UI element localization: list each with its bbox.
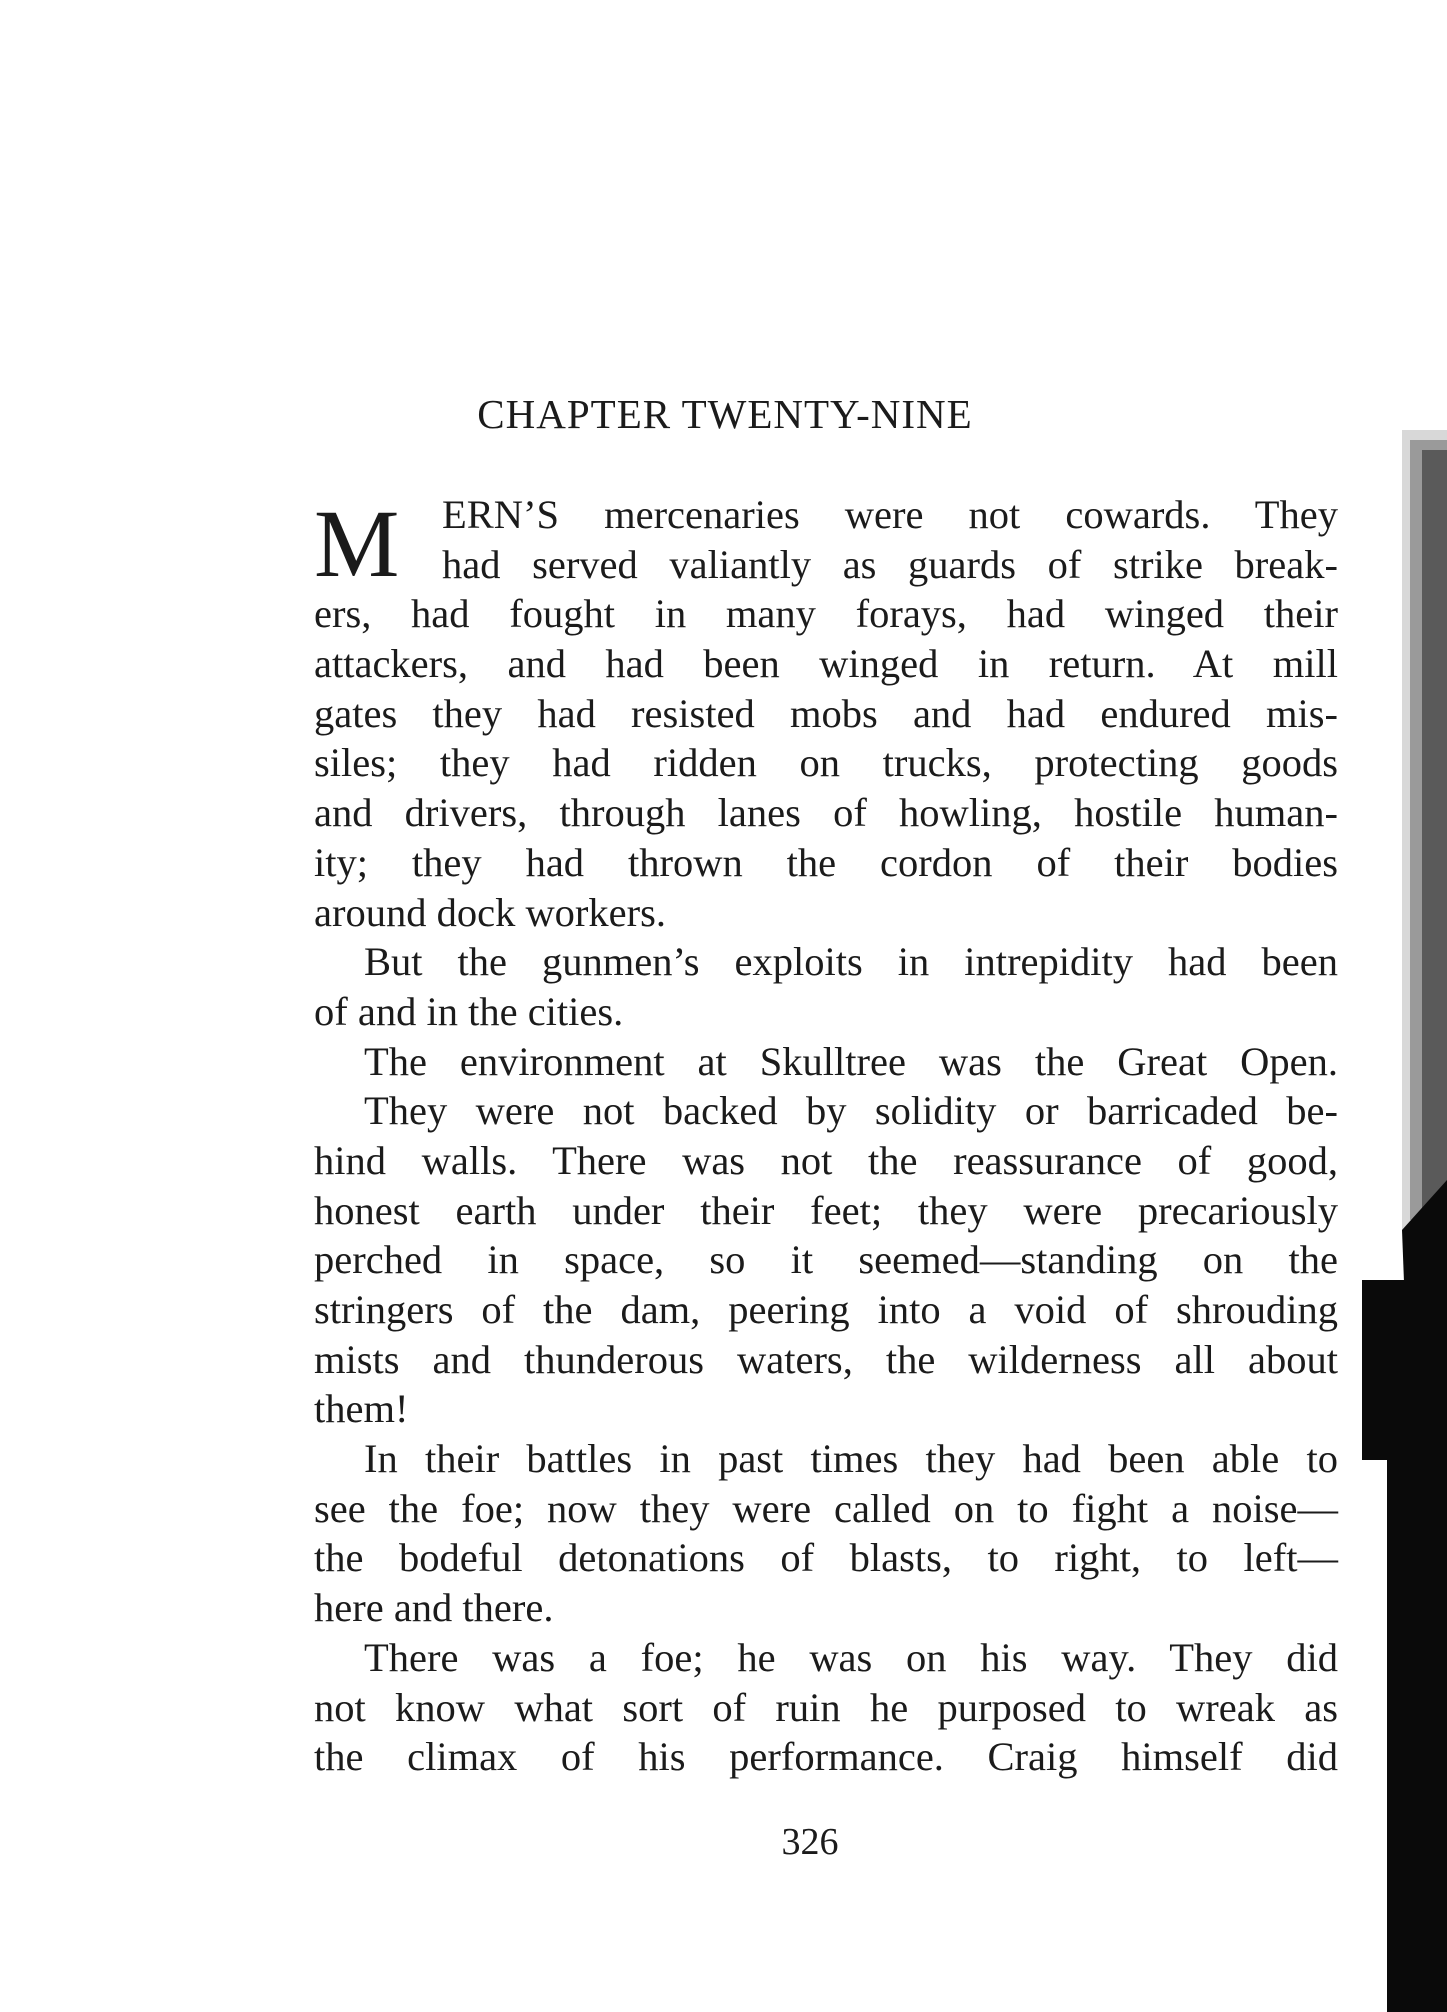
text-line: mists and thunderous waters, the wilderness all about xyxy=(314,1336,1338,1382)
text-line: here and there. xyxy=(314,1585,554,1631)
binding-shadow xyxy=(1362,0,1447,2012)
text-line: But the gunmen’s exploits in intrepidity had been xyxy=(364,939,1338,985)
text-line: siles; they had ridden on trucks, protecting goods xyxy=(314,740,1338,786)
text-line: There was a foe; he was on his way. They did xyxy=(364,1634,1338,1680)
text-line: They were not backed by solidity or barricaded be- xyxy=(364,1088,1338,1134)
text-line: the climax of his performance. Craig himself did xyxy=(314,1734,1338,1780)
text-line: see the foe; now they were called on to fight a noise— xyxy=(314,1485,1338,1531)
text-line: hind walls. There was not the reassurance of good, xyxy=(314,1137,1338,1183)
text-line: had served valiantly as guards of strike break- xyxy=(442,541,1338,587)
chapter-title: CHAPTER TWENTY-NINE xyxy=(477,391,973,437)
text-line: attackers, and had been winged in return. At mill xyxy=(314,641,1338,687)
body-text xyxy=(314,490,1338,1782)
text-line: ERN’S mercenaries were not cowards. They xyxy=(442,492,1338,537)
text-line: and drivers, through lanes of howling, hostile human- xyxy=(314,790,1338,836)
text-line: perched in space, so it seemed—standing on the xyxy=(314,1237,1338,1283)
drop-cap: M xyxy=(314,490,400,597)
text-line: them! xyxy=(314,1386,409,1432)
text-line: honest earth under their feet; they were precariously xyxy=(314,1187,1338,1233)
text-line: The environment at Skulltree was the Great Open. xyxy=(364,1038,1338,1084)
text-line: not know what sort of ruin he purposed to wreak as xyxy=(314,1684,1338,1730)
text-line: stringers of the dam, peering into a void of shrouding xyxy=(314,1287,1338,1332)
text-line: the bodeful detonations of blasts, to right, to left— xyxy=(314,1535,1338,1581)
text-line: gates they had resisted mobs and had endured mis- xyxy=(314,690,1338,736)
text-line: ity; they had thrown the cordon of their bodies xyxy=(314,839,1338,885)
text-line: In their battles in past times they had been able to xyxy=(364,1436,1338,1482)
text-line: of and in the cities. xyxy=(314,988,624,1034)
page-number: 326 xyxy=(781,1821,839,1863)
text-line: ers, had fought in many forays, had winged their xyxy=(314,591,1338,637)
text-line: around dock workers. xyxy=(314,889,667,935)
